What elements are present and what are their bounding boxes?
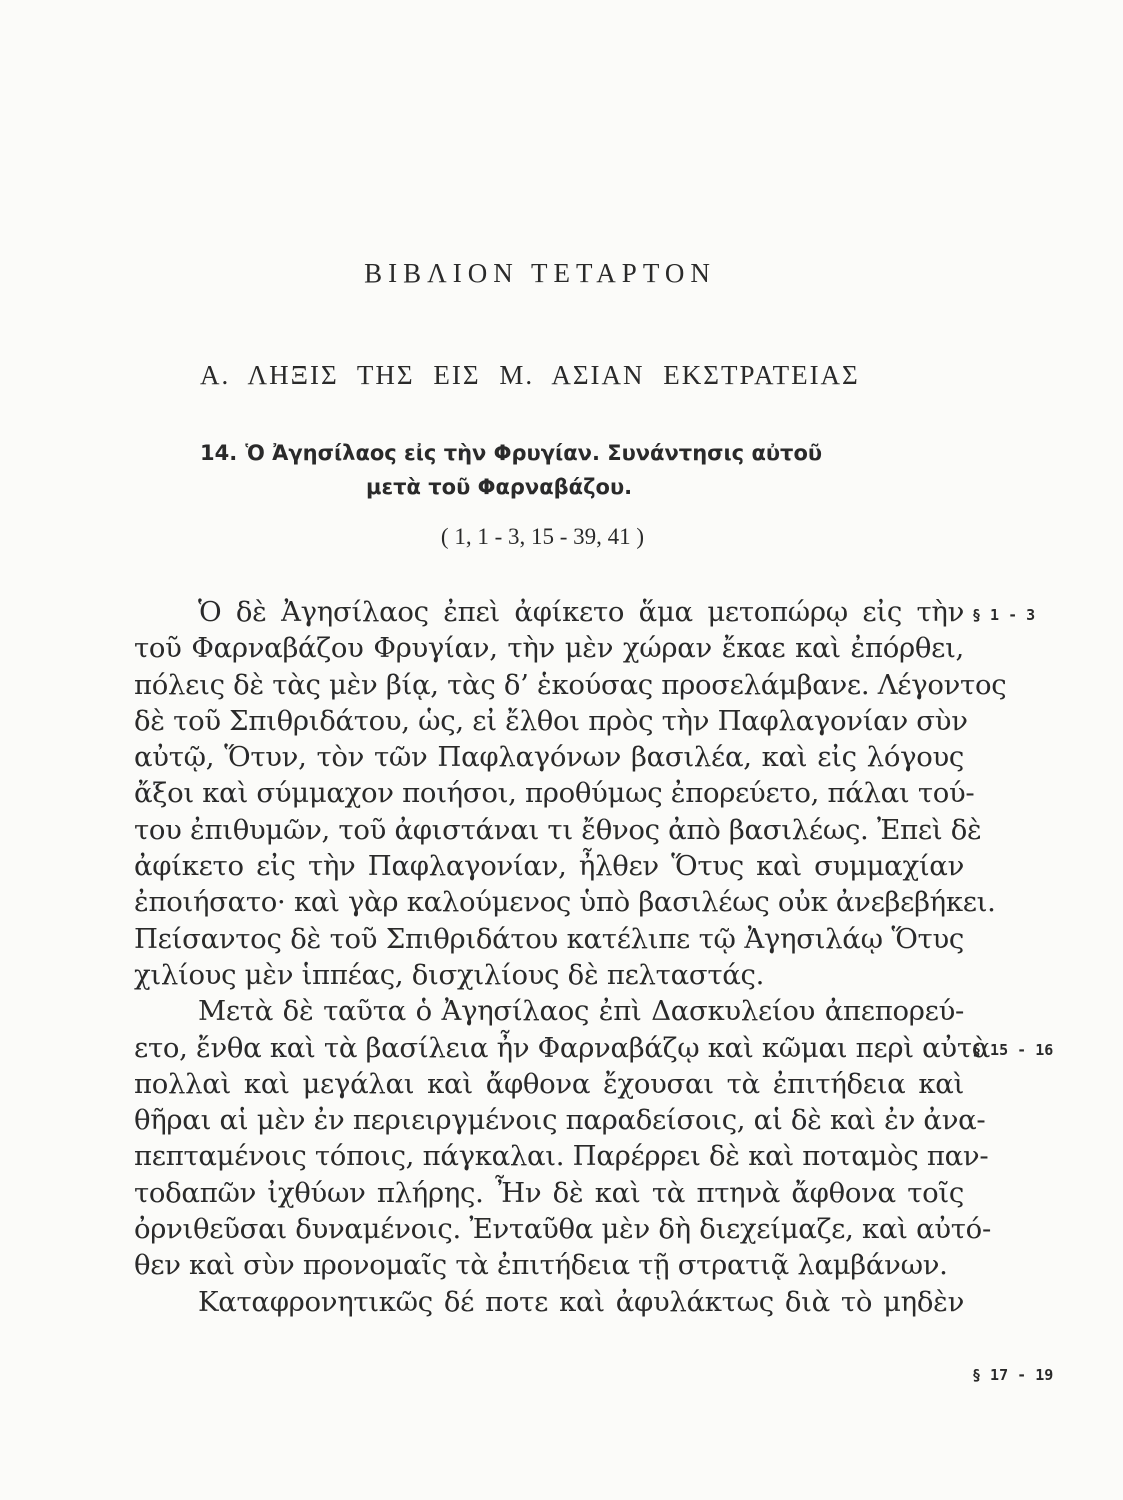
book-title: ΒΙΒΛΙΟΝ ΤΕΤΑΡΤΟΝ [364, 258, 716, 288]
chapter-number: 14. [200, 441, 238, 465]
text-line: πεπταμένοις τόποις, πάγκαλαι. Παρέρρει δὲ καὶ ποταμὸς παν- [134, 1140, 989, 1173]
text-line: πόλεις δὲ τὰς μὲν βίᾳ, τὰς δ’ ἑκούσας προσελάμβανε. Λέγοντος [134, 668, 1007, 701]
marginal-reference: § 1 - 3 [972, 606, 1036, 624]
text-line: του ἐπιθυμῶν, τοῦ ἀφιστάναι τι ἔθνος ἀπὸ βασιλέως. Ἐπεὶ δὲ [134, 813, 982, 846]
chapter-title-line2: μετὰ τοῦ Φαρναβάζου. [366, 475, 633, 499]
text-line: χιλίους μὲν ἱππέας, δισχιλίους δὲ πελταστάς. [134, 958, 765, 991]
text-line: αὐτῷ, Ὅτυν, τὸν τῶν Παφλαγόνων βασιλέα, καὶ εἰς λόγους [134, 741, 964, 774]
text-line: θῆραι αἱ μὲν ἐν περιειργμένοις παραδείσοις, αἱ δὲ καὶ ἐν ἀνα- [134, 1104, 986, 1137]
text-line: πολλαὶ καὶ μεγάλαι καὶ ἄφθονα ἔχουσαι τὰ ἐπιτήδεια καὶ [134, 1067, 964, 1100]
text-line: Ὁ δὲ Ἀγησίλαος ἐπεὶ ἀφίκετο ἅμα μετοπώρῳ εἰς τὴν [198, 596, 964, 628]
marginal-reference: § 15 - 16 [972, 1041, 1054, 1059]
text-line: ετο, ἔνθα καὶ τὰ βασίλεια ἦν Φαρναβάζῳ καὶ κῶμαι περὶ αὐτὰ [134, 1031, 991, 1064]
text-line: ἄξοι καὶ σύμμαχον ποιήσοι, προθύμως ἐπορεύετο, πάλαι τού- [134, 777, 975, 810]
text-line: Καταφρονητικῶς δέ ποτε καὶ ἀφυλάκτως διὰ τὸ μηδὲν [198, 1285, 964, 1318]
text-line: Πείσαντος δὲ τοῦ Σπιθριδάτου κατέλιπε τῷ Ἀγησιλάῳ Ὅτυς [134, 922, 964, 955]
text-line: ἐποιήσατο· καὶ γὰρ καλούμενος ὑπὸ βασιλέως οὐκ ἀνεβεβήκει. [134, 886, 996, 919]
text-line: τοδαπῶν ἰχθύων πλήρης. Ἦν δὲ καὶ τὰ πτηνὰ ἄφθονα τοῖς [134, 1176, 964, 1209]
text-line: ἀφίκετο εἰς τὴν Παφλαγονίαν, ἦλθεν Ὅτυς καὶ συμμαχίαν [134, 850, 964, 883]
section-title: Α. ΛΗΞΙΣ ΤΗΣ ΕΙΣ Μ. ΑΣΙΑΝ ΕΚΣΤΡΑΤΕΙΑΣ [200, 360, 860, 390]
chapter-title-line1: Ὁ Ἀγησίλαος εἰς τὴν Φρυγίαν. Συνάντησις αὐτοῦ [245, 441, 823, 465]
text-line: θεν καὶ σὺν προνομαῖς τὰ ἐπιτήδεια τῇ στρατιᾷ λαμβάνων. [134, 1249, 948, 1282]
text-line: ὀρνιθεῦσαι δυναμένοις. Ἐνταῦθα μὲν δὴ διεχείμαζε, καὶ αὐτό- [134, 1213, 991, 1246]
text-line: τοῦ Φαρναβάζου Φρυγίαν, τὴν μὲν χώραν ἔκαε καὶ ἐπόρθει, [134, 632, 964, 665]
marginal-reference: § 17 - 19 [972, 1366, 1054, 1384]
text-line: Μετὰ δὲ ταῦτα ὁ Ἀγησίλαος ἐπὶ Δασκυλείου ἀπεπορεύ- [198, 995, 964, 1028]
text-line: δὲ τοῦ Σπιθριδάτου, ὡς, εἰ ἔλθοι πρὸς τὴν Παφλαγονίαν σὺν [134, 704, 968, 737]
source-reference: ( 1, 1 - 3, 15 - 39, 41 ) [440, 524, 645, 549]
chapter-heading [200, 436, 920, 504]
